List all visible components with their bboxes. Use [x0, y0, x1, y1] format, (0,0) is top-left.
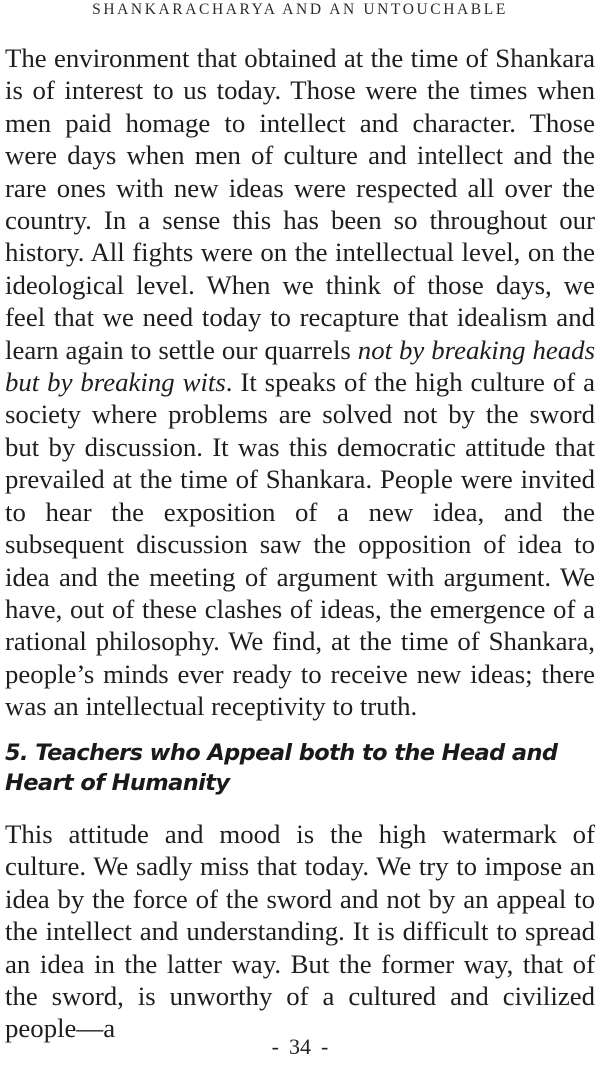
page-folio — [0, 1034, 600, 1060]
paragraph-2-text: This attitude and mood is the high watermark of culture. We sadly miss that today. We try to impose an idea by the force of the sword and not by an appeal to the intellect and understanding. It is difficult to spread an idea in the latter way. But the former way, that of the sword, is unworthy of a cultured and civilized people—a — [5, 819, 595, 1044]
paragraph-1-text-start: The environment that obtained at the time of Shankara is of interest to us today. Those were the times when men paid homage to intellect and character. Those were days when men of culture and intellect and the rare ones with new ideas were respected all over the country. In a sense this has been so throughout our history. All fights were on the intellectual level, on the ideological level. When we think of those days, we feel that we need today to recapture that idealism and learn again to settle our quarrels — [5, 43, 595, 365]
page-number: 34 — [289, 1034, 311, 1059]
body-paragraph-1 — [5, 42, 595, 723]
section-heading: 5. Teachers who Appeal both to the Head and Heart of Humanity — [5, 740, 558, 796]
running-head: SHANKARACHARYA AND AN UNTOUCHABLE — [92, 1, 508, 18]
paragraph-1-italic-phrase: not by breaking heads but by breaking wits — [5, 334, 595, 398]
folio-dash-right: - — [321, 1034, 329, 1059]
paragraph-1-text-end: . It speaks of the high culture of a society where problems are solved not by the sword but by discussion. It was this democratic attitude that prevailed at the time of Shankara. People were invited to hear the exposition of a new idea, and the subsequent discussion saw the opposition of idea to idea and the meeting of argument with argument. We have, out of these clashes of ideas, the emergence of a rational philosophy. We find, at the time of Shankara, people’s minds ever ready to receive new ideas; there was an intellectual receptivity to truth. — [5, 367, 595, 722]
body-paragraph-2 — [5, 818, 595, 1045]
folio-dash-left: - — [271, 1034, 279, 1059]
